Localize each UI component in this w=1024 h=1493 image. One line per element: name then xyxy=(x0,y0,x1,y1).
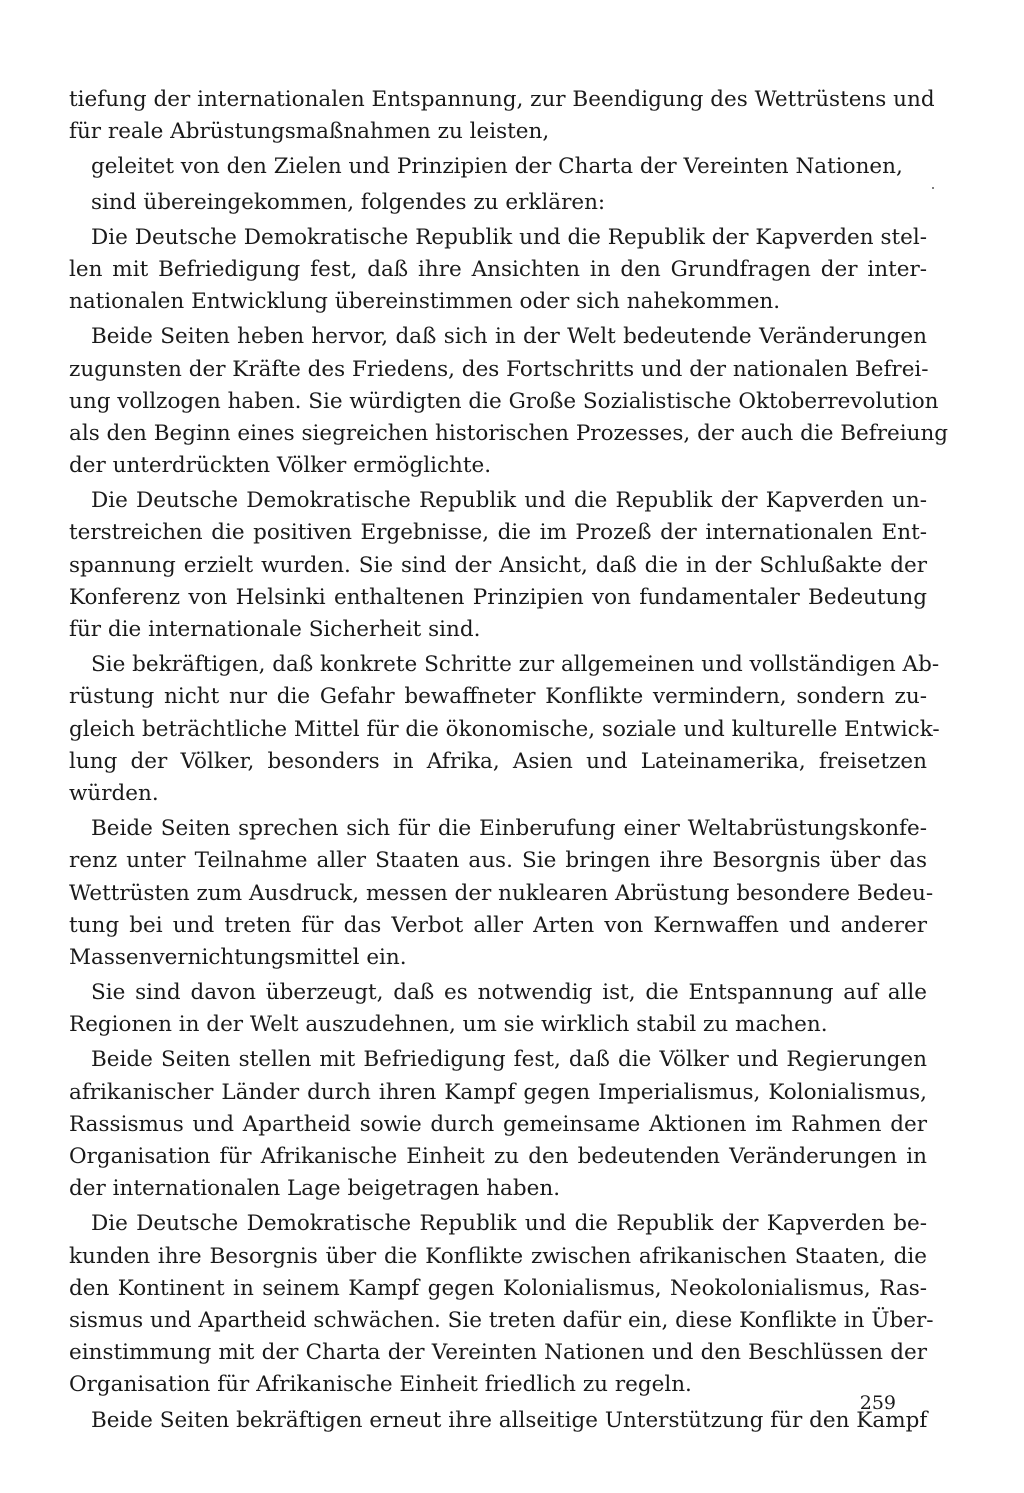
text-line: Organisation für Afrikanische Einheit zu den bedeutenden Veränderungen in xyxy=(69,1144,927,1169)
paragraph xyxy=(69,222,927,319)
text-line: Sie bekräftigen, daß konkrete Schritte zur allgemeinen und vollständigen Ab- xyxy=(91,652,940,678)
body-text xyxy=(69,84,949,1437)
text-line: würden. xyxy=(69,780,159,806)
text-line: Die Deutsche Demokratische Republik und die Republik der Kapverden stel- xyxy=(91,224,927,250)
text-line: der unterdrückten Völker ermöglichte. xyxy=(69,453,492,479)
paragraph xyxy=(69,151,927,183)
text-line: Organisation für Afrikanische Einheit friedlich zu regeln. xyxy=(69,1372,692,1398)
text-line: Die Deutsche Demokratische Republik und die Republik der Kapverden be- xyxy=(91,1211,927,1237)
text-line: tiefung der internationalen Entspannung, zur Beendigung des Wettrüstens und xyxy=(69,87,935,112)
paragraph xyxy=(69,813,934,974)
text-line: einstimmung mit der Charta der Vereinten Nationen und den Beschlüssen der xyxy=(69,1340,927,1366)
paragraph xyxy=(69,1208,934,1401)
text-line: für reale Abrüstungsmaßnahmen zu leisten, xyxy=(69,119,550,145)
text-line: ung vollzogen haben. Sie würdigten die Große Sozialistische Oktoberrevolution xyxy=(69,388,939,414)
text-line: sismus und Apartheid schwächen. Sie treten dafür ein, diese Konflikte in Über- xyxy=(69,1307,934,1333)
text-line: afrikanischer Länder durch ihren Kampf gegen Imperialismus, Kolonialismus, xyxy=(69,1079,927,1105)
text-line: Rassismus und Apartheid sowie durch gemeinsame Aktionen im Rahmen der xyxy=(69,1111,927,1137)
text-line: lung der Völker, besonders in Afrika, Asien und Lateinamerika, freisetzen xyxy=(69,748,927,774)
text-line: geleitet von den Zielen und Prinzipien der Charta der Vereinten Nationen, xyxy=(91,154,903,180)
paragraph xyxy=(69,1044,927,1205)
paragraph xyxy=(69,321,949,482)
text-line: für die internationale Sicherheit sind. xyxy=(69,617,481,642)
paragraph xyxy=(69,977,927,1041)
text-line: Regionen in der Welt auszudehnen, um sie wirklich stabil zu machen. xyxy=(69,1012,828,1038)
text-line: rüstung nicht nur die Gefahr bewaffneter Konflikte vermindern, sondern zu- xyxy=(69,684,927,710)
text-line: Wettrüsten zum Ausdruck, messen der nuklearen Abrüstung besondere Bedeu- xyxy=(69,880,934,906)
page-number: 259 xyxy=(859,1392,896,1414)
text-line: den Kontinent in seinem Kampf gegen Kolonialismus, Neokolonialismus, Ras- xyxy=(69,1275,927,1301)
paragraph xyxy=(69,485,927,646)
text-line: Beide Seiten heben hervor, daß sich in der Welt bedeutende Veränderungen xyxy=(91,324,927,350)
text-line: Beide Seiten bekräftigen erneut ihre allseitige Unterstützung für den Kampf xyxy=(91,1407,928,1433)
print-speck xyxy=(932,187,934,189)
text-line: nationalen Entwicklung übereinstimmen oder sich nahekommen. xyxy=(69,289,781,315)
paragraph xyxy=(69,649,940,810)
text-line: renz unter Teilnahme aller Staaten aus. Sie bringen ihre Besorgnis über das xyxy=(69,848,927,874)
text-line: gleich beträchtliche Mittel für die ökonomische, soziale und kulturelle Entwick- xyxy=(69,716,940,742)
text-line: spannung erzielt wurden. Sie sind der Ansicht, daß die in der Schlußakte der xyxy=(69,552,927,578)
text-line: zugunsten der Kräfte des Friedens, des Fortschritts und der nationalen Befrei- xyxy=(69,356,929,382)
text-line: Beide Seiten sprechen sich für die Einberufung einer Weltabrüstungskonfe- xyxy=(91,816,927,842)
paragraph xyxy=(69,84,935,148)
text-line: Sie sind davon überzeugt, daß es notwendig ist, die Entspannung auf alle xyxy=(91,980,927,1006)
text-line: Die Deutsche Demokratische Republik und die Republik der Kapverden un- xyxy=(91,488,927,514)
text-line: len mit Befriedigung fest, daß ihre Ansichten in den Grundfragen der inter- xyxy=(69,256,927,282)
text-line: als den Beginn eines siegreichen historischen Prozesses, der auch die Befreiung xyxy=(69,420,949,446)
text-line: Beide Seiten stellen mit Befriedigung fest, daß die Völker und Regierungen xyxy=(91,1047,927,1073)
text-line: terstreichen die positiven Ergebnisse, die im Prozeß der internationalen Ent- xyxy=(69,520,927,546)
text-line: tung bei und treten für das Verbot aller Arten von Kernwaffen und anderer xyxy=(69,912,927,938)
text-line: sind übereingekommen, folgendes zu erklären: xyxy=(91,189,606,215)
paragraph xyxy=(69,187,927,219)
text-line: Massenvernichtungsmittel ein. xyxy=(69,944,407,970)
text-line: kunden ihre Besorgnis über die Konflikte zwischen afrikanischen Staaten, die xyxy=(69,1243,927,1269)
text-line: Konferenz von Helsinki enthaltenen Prinzipien von fundamentaler Bedeutung xyxy=(69,584,927,610)
text-line: der internationalen Lage beigetragen haben. xyxy=(69,1176,561,1202)
paragraph xyxy=(69,1405,927,1437)
